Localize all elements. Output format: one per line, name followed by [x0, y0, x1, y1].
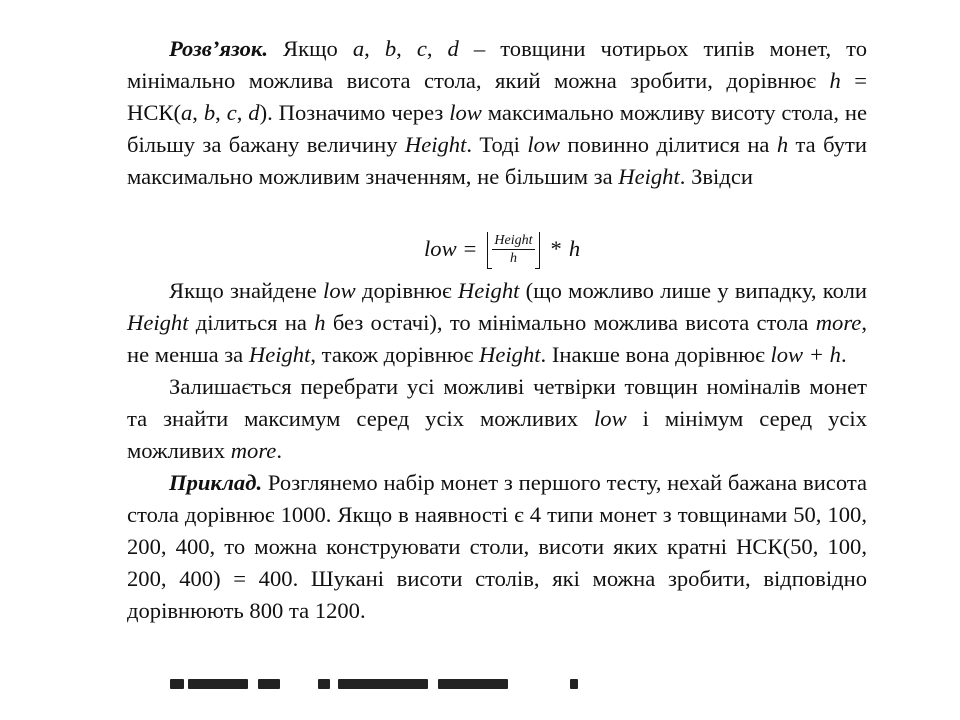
solution-paragraph [127, 33, 867, 193]
text-run: і мінімум серед усіх можливих [127, 406, 867, 463]
var-height: Height [127, 310, 189, 335]
var-low: low [449, 100, 482, 125]
text-run: (що можливо лише у випадку, коли [519, 278, 867, 303]
text-run: . Тоді [466, 132, 528, 157]
var-height: Height [457, 278, 520, 303]
floor-brackets [487, 232, 539, 267]
var-c: c [226, 100, 237, 125]
text-run: , [364, 36, 385, 61]
formula-equals: = [463, 236, 477, 261]
text-run: Якщо знайдене [169, 278, 324, 303]
cut-glyph [170, 679, 184, 689]
var-h: h [829, 68, 841, 93]
cut-glyph [338, 679, 428, 689]
var-b: b [203, 100, 216, 125]
cut-glyph [188, 679, 248, 689]
text-run: повинно ділитися на [560, 132, 777, 157]
var-more: more [230, 438, 277, 463]
var-a: a [352, 36, 365, 61]
text-run: – товщини чотирьох типів монет, то мінімально можлива висота стола, який можна зробити, дорівнює [127, 36, 868, 93]
var-low: low [527, 132, 560, 157]
text-run: . Інакше вона дорівнює [540, 342, 771, 367]
var-height: Height [404, 132, 467, 157]
solution-heading: Розв’язок. [169, 36, 268, 61]
text-run: . Звідси [679, 164, 753, 189]
var-height: Height [248, 342, 311, 367]
text-run: та бути максимально можливим значенням, не більшим за [127, 132, 867, 189]
var-height: Height [618, 164, 680, 189]
cut-off-text-line [170, 677, 620, 689]
text-run: Залишається перебрати усі можливі четвірки товщин номіналів монет та знайти максимум серед усіх можливих [127, 374, 867, 431]
continuation-text [127, 275, 867, 627]
text-run: . [840, 342, 847, 367]
cut-glyph [570, 679, 578, 689]
text-run: максимально можливу висоту стола, не більшу за бажану величину [127, 100, 867, 157]
var-low: low [323, 278, 356, 303]
paragraph-low-equals-height [127, 275, 867, 371]
formula-lhs: low [424, 236, 457, 261]
fraction-denominator: h [509, 250, 517, 266]
var-more: more [815, 310, 862, 335]
text-run: , не менша за [127, 310, 867, 367]
expr-low-plus-h: low + h [770, 342, 841, 367]
var-b: b [384, 36, 397, 61]
text-run: Якщо [267, 36, 353, 61]
text-run: ). Позначимо через [259, 100, 450, 125]
var-height: Height [479, 342, 541, 367]
cut-glyph [438, 679, 508, 689]
text-run: = НСК( [127, 68, 867, 125]
fraction-numerator: Height [494, 232, 533, 248]
var-d: d [447, 36, 459, 61]
text-run: , [236, 100, 249, 125]
text-run: , [426, 36, 448, 61]
text-run: , [192, 100, 204, 125]
text-run: , [396, 36, 417, 61]
text-run: без остачі), то мінімально можлива висота стола [325, 310, 816, 335]
text-run: , [215, 100, 227, 125]
text-run: дорівнює [355, 278, 458, 303]
var-c: c [416, 36, 427, 61]
formula-multiply: * [550, 236, 562, 261]
var-h: h [314, 310, 326, 335]
example-heading: Приклад. [169, 470, 263, 495]
var-a: a [180, 100, 193, 125]
paragraph-enumerate [127, 371, 867, 467]
var-d: d [248, 100, 260, 125]
var-low: low [594, 406, 627, 431]
text-run: ділиться на [188, 310, 315, 335]
cut-glyph [318, 679, 330, 689]
paragraph-example [127, 467, 867, 627]
floor-formula [424, 227, 580, 271]
var-h: h [776, 132, 789, 157]
text-run: . [276, 438, 282, 463]
text-run: Розглянемо набір монет з першого тесту, нехай бажана висота стола дорівнює 1000. Якщо в наявності є 4 типи монет з товщинами 50, 100, 200, 400, то можна конструювати столи, висоти яких кратні НСК(50, 100, 200, 400) = 400. Шукані висоти столів, які можна зробити, відповідно дорівнюють 800 та 1200. [127, 470, 867, 623]
cut-glyph [258, 679, 280, 689]
formula-rhs: h [568, 236, 581, 261]
text-run: , також дорівнює [310, 342, 480, 367]
